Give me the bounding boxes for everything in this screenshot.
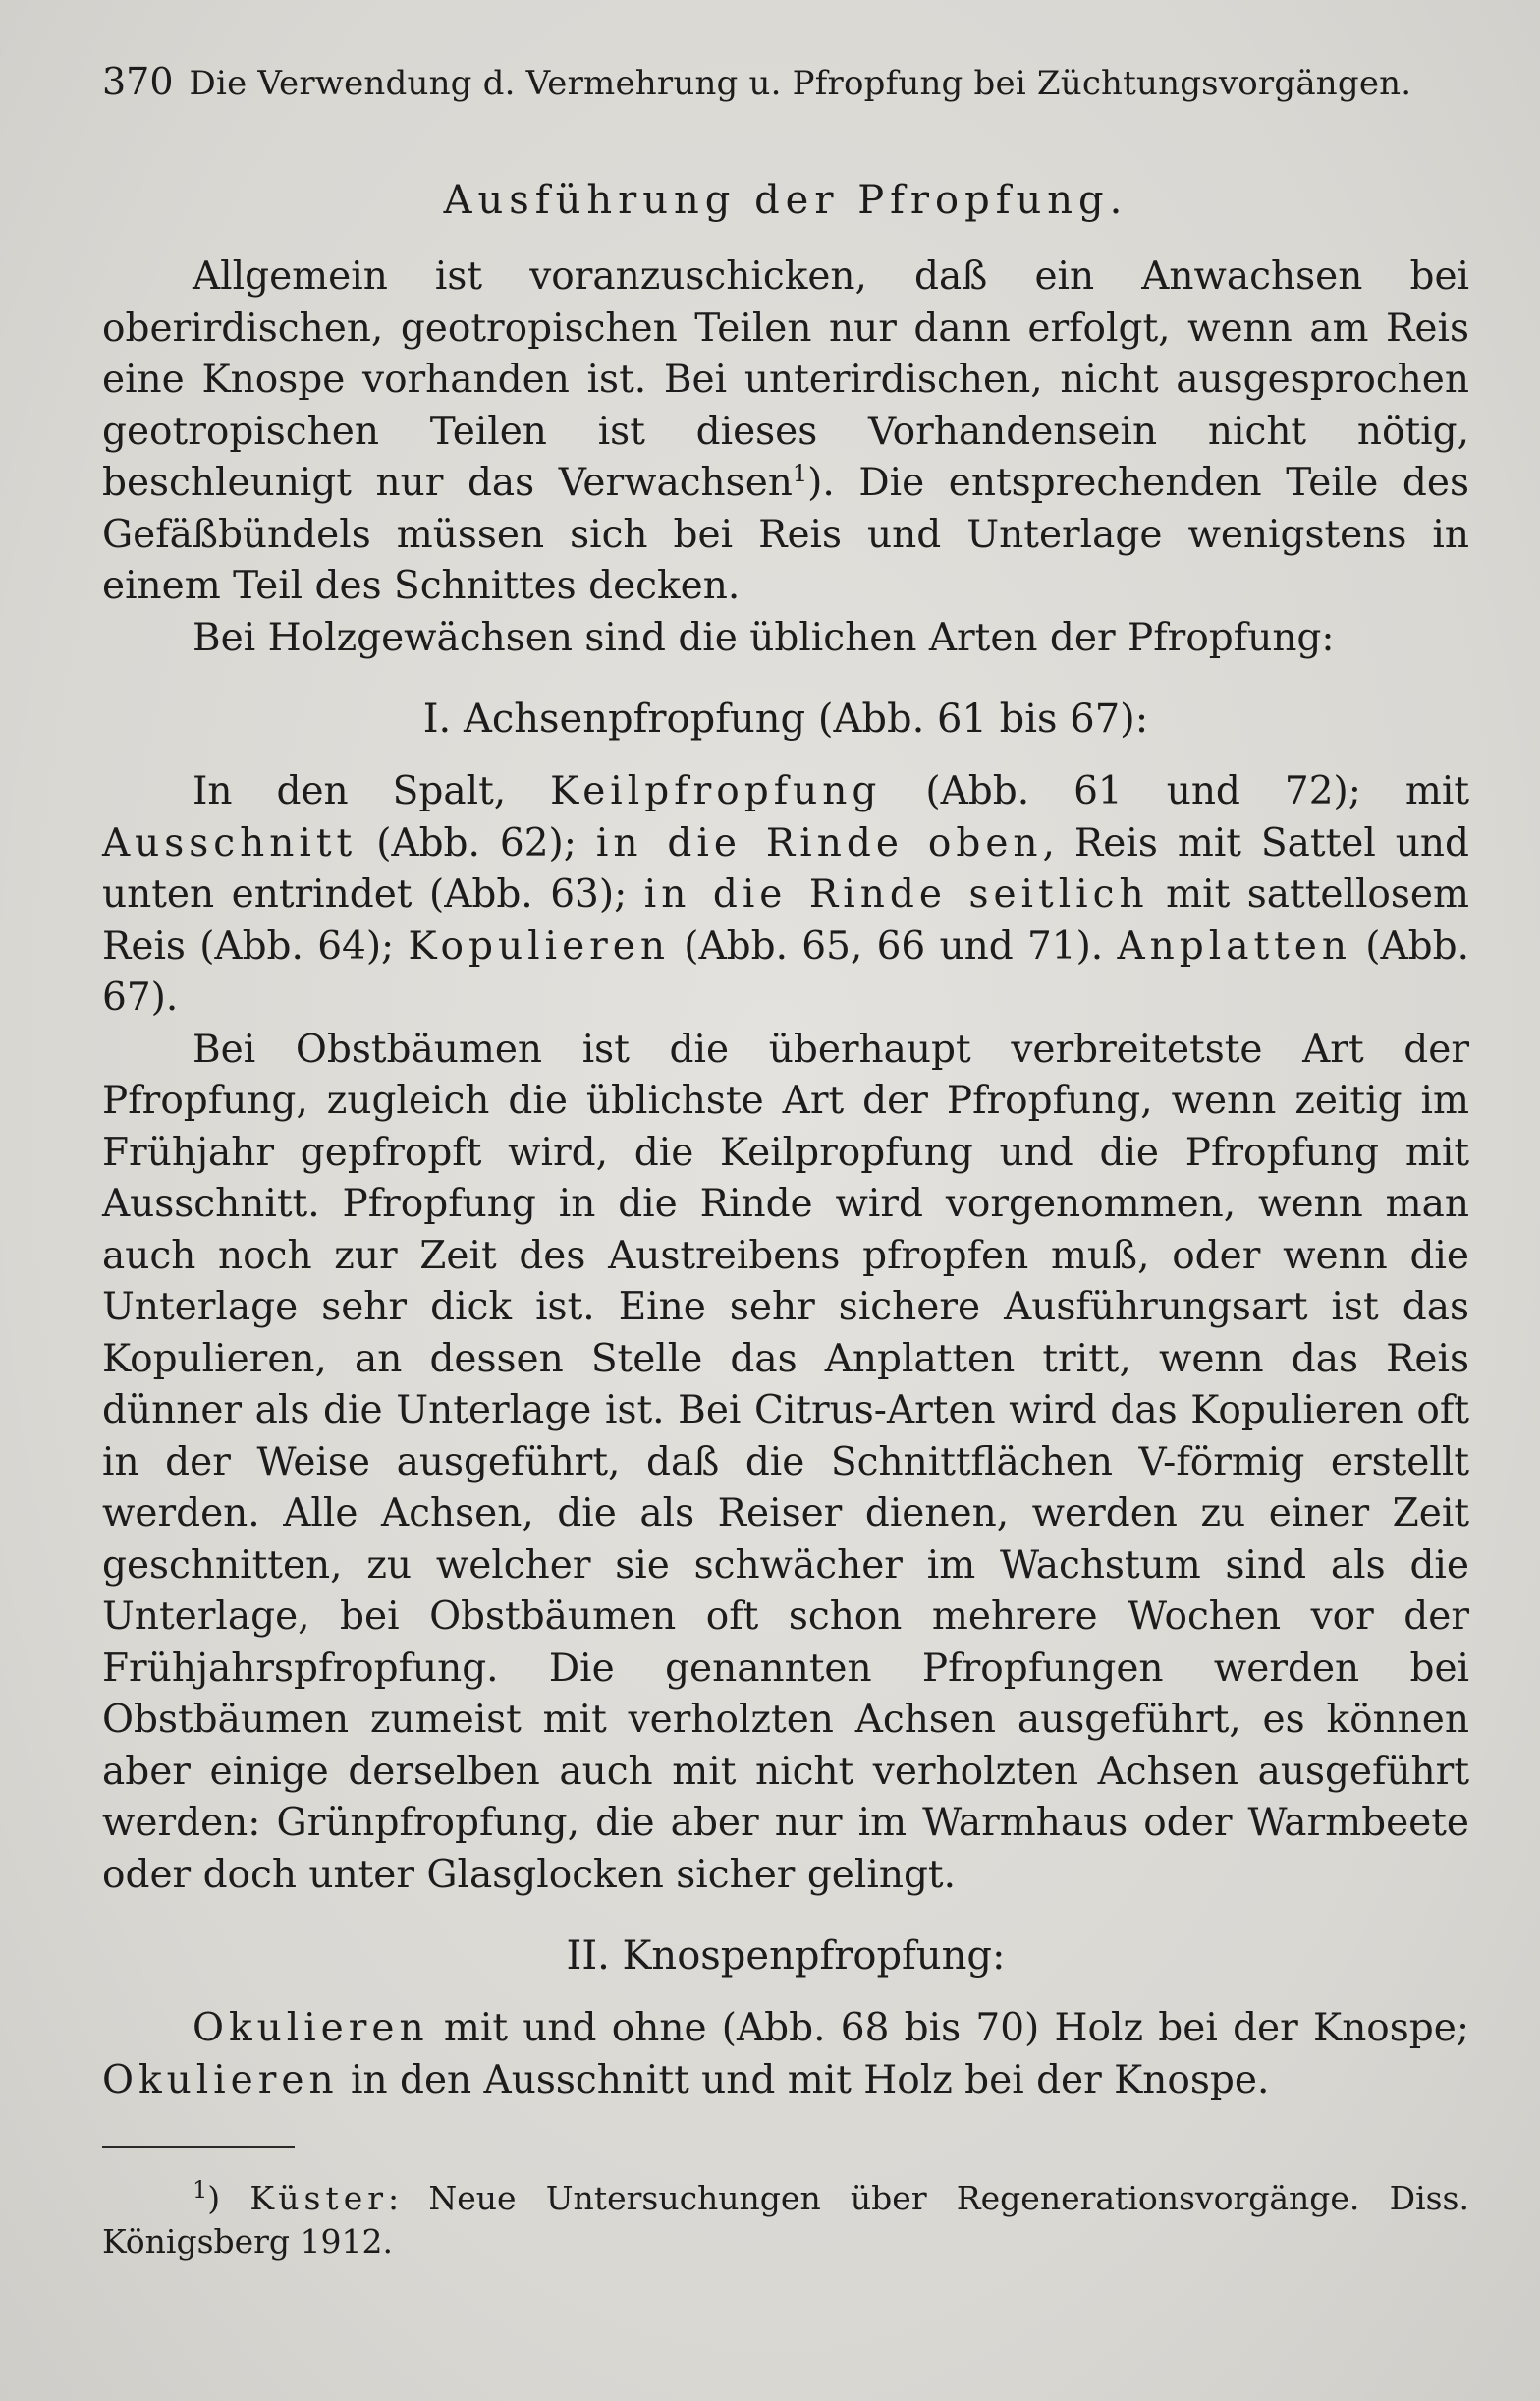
list1-text-2: (Abb. 61 und 72); mit: [881, 769, 1469, 813]
running-title: Die Verwendung d. Vermehrung u. Pfropfung bei Züchtungsvorgängen.: [189, 64, 1412, 103]
list1-text-5: mit sattellosem Reis (Abb. 64);: [102, 872, 1469, 969]
term-rinde-oben: in die Rinde oben: [595, 820, 1043, 865]
footnote-text: : Neue Untersuchungen über Regenerationsvorgänge. Diss. Königsberg 1912.: [102, 2179, 1469, 2261]
list2-text-2: in den Ausschnitt und mit Holz bei der Knospe.: [338, 2057, 1270, 2102]
term-ausschnitt: Ausschnitt: [102, 820, 358, 865]
footnote-author: Küster: [249, 2179, 389, 2217]
footnote-divider: [102, 2146, 295, 2148]
footnote: $^1$) Küster: Neue Untersuchungen über Regenerationsvorgänge. Diss. Königsberg 1912.: [102, 2176, 1469, 2261]
intro-text-part1: Allgemein ist voranzuschicken, daß ein Anwachsen bei oberirdischen, geotropischen Teilen nur dann erfolgt, wenn am Reis eine Knospe vorhanden ist. Bei unterirdischen, nicht ausgesprochen geotropischen Teilen ist dieses Vorhandensein nicht nötig, beschleunigt nur das Verwachsen: [102, 254, 1469, 505]
page-header: [102, 59, 1469, 106]
list-knospenpfropfung: [102, 2003, 1469, 2106]
footnote-marker: 1: [192, 2176, 208, 2204]
term-keilpfropfung: Keilpfropfung: [550, 769, 882, 813]
term-anplatten: Anplatten: [1117, 923, 1351, 969]
term-okulieren-2: Okulieren: [102, 2057, 339, 2102]
page-number: 370: [102, 60, 174, 103]
list-achsenpfropfung: [102, 766, 1469, 1025]
list2-text-1: mit und ohne (Abb. 68 bis 70) Holz bei der Knospe;: [428, 2006, 1469, 2050]
footnote-reference: 1: [792, 460, 808, 487]
list1-text-7: (Abb. 67).: [102, 923, 1469, 1020]
term-rinde-seitlich: in die Rinde seitlich: [643, 872, 1149, 917]
term-okulieren-1: Okulieren: [192, 2006, 429, 2050]
term-kopulieren: Kopulieren: [408, 923, 670, 969]
page-content: [102, 59, 1469, 2263]
intro-paragraph: [102, 251, 1469, 613]
section-title: Ausführung der Pfropfung.: [443, 178, 1128, 223]
lead-in-paragraph: Bei Holzgewächsen sind die üblichen Arten der Pfropfung:: [192, 615, 1335, 660]
obstbaeume-paragraph: Bei Obstbäumen ist die überhaupt verbreitetste Art der Pfropfung, zugleich die üblichste Art der Pfropfung, wenn zeitig im Frühjahr gepfropft wird, die Keilpropfung und die Pfropfung mit Ausschnitt. Pfropfung in die Rinde wird vorgenommen, wenn man auch noch zur Zeit des Austreibens pfropfen muß, oder wenn die Unterlage sehr dick ist. Eine sehr sichere Ausführungsart ist das Kopulieren, an dessen Stelle das Anplatten tritt, wenn das Reis dünner als die Unterlage ist. Bei Citrus-Arten wird das Kopulieren oft in der Weise ausgeführt, daß die Schnittflächen V-förmig erstellt werden. Alle Achsen, die als Reiser dienen, werden zu einer Zeit geschnitten, zu welcher sie schwächer im Wachstum sind als die Unterlage, bei Obstbäumen oft schon mehrere Wochen vor der Frühjahrspfropfung. Die genannten Pfropfungen werden bei Obstbäumen zumeist mit verholzten Achsen ausgeführt, es können aber einige derselben auch mit nicht verholzten Achsen ausgeführt werden: Grünpfropfung, die aber nur im Warmhaus oder Warmbeete oder doch unter Glasglocken sicher gelingt.: [102, 1027, 1469, 1897]
subheading-achsenpfropfung: I. Achsenpfropfung (Abb. 61 bis 67):: [422, 697, 1149, 742]
intro-text-part2: ). Die entsprechenden Teile des Gefäßbündels müssen sich bei Reis und Unterlage wenigstens in einem Teil des Schnittes decken.: [102, 461, 1469, 608]
subheading-knospenpfropfung: II. Knospenpfropfung:: [566, 1933, 1006, 1979]
list1-text-1: In den Spalt,: [192, 769, 551, 813]
list1-text-4: , Reis mit Sattel und unten entrindet (Abb. 63);: [102, 820, 1469, 917]
list1-text-6: (Abb. 65, 66 und 71).: [670, 923, 1118, 969]
list1-text-3: (Abb. 62);: [357, 820, 596, 865]
